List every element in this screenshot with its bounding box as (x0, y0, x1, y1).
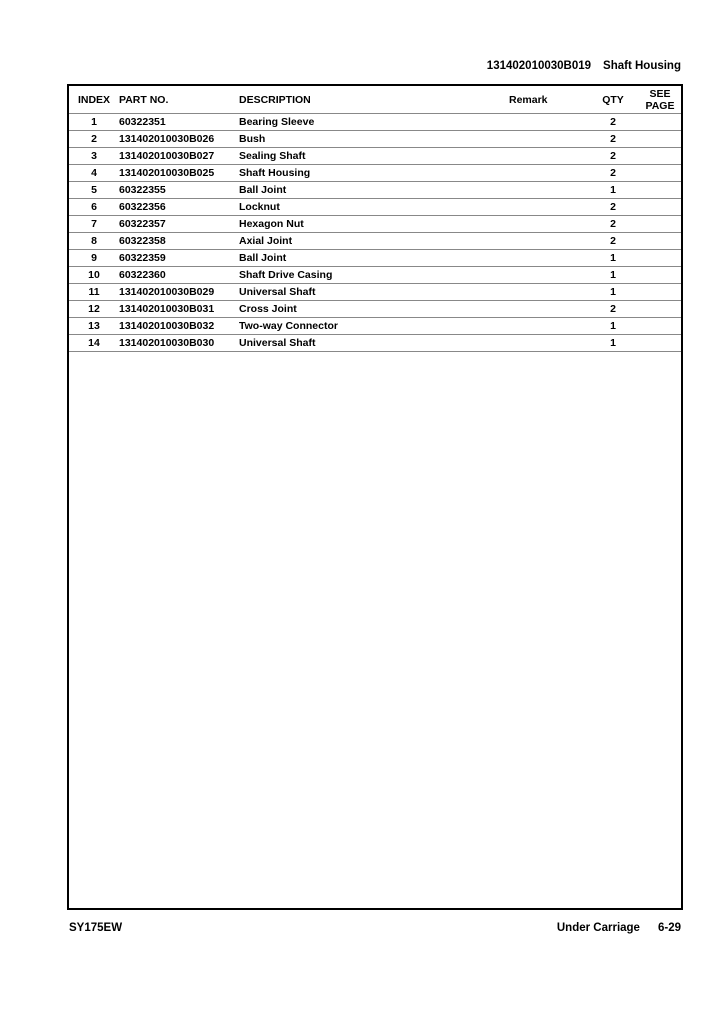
table-header-row (69, 86, 681, 114)
cell-part-no: 60322358 (119, 233, 239, 250)
cell-part-no: 131402010030B031 (119, 301, 239, 318)
cell-qty: 2 (587, 301, 639, 318)
cell-part-no: 60322355 (119, 182, 239, 199)
cell-description: Ball Joint (239, 250, 509, 267)
cell-part-no: 131402010030B029 (119, 284, 239, 301)
cell-part-no: 60322356 (119, 199, 239, 216)
cell-description: Shaft Housing (239, 165, 509, 182)
cell-qty: 2 (587, 114, 639, 131)
table-body (69, 114, 681, 352)
parts-table (69, 86, 681, 352)
cell-qty: 2 (587, 216, 639, 233)
cell-description: Axial Joint (239, 233, 509, 250)
cell-remark (509, 182, 587, 199)
cell-remark (509, 267, 587, 284)
cell-qty: 1 (587, 284, 639, 301)
cell-part-no: 60322360 (119, 267, 239, 284)
column-header-index: INDEX (69, 86, 119, 114)
cell-remark (509, 284, 587, 301)
parts-table-frame (67, 84, 683, 910)
cell-description: Cross Joint (239, 301, 509, 318)
cell-description: Bearing Sleeve (239, 114, 509, 131)
cell-index: 6 (69, 199, 119, 216)
cell-index: 7 (69, 216, 119, 233)
cell-qty: 2 (587, 165, 639, 182)
footer-model: SY175EW (69, 922, 123, 934)
cell-index: 12 (69, 301, 119, 318)
cell-index: 5 (69, 182, 119, 199)
cell-part-no: 131402010030B025 (119, 165, 239, 182)
cell-description: Shaft Drive Casing (239, 267, 509, 284)
table-row (69, 216, 681, 233)
cell-remark (509, 250, 587, 267)
table-row (69, 267, 681, 284)
cell-qty: 2 (587, 199, 639, 216)
table-row (69, 182, 681, 199)
column-header-qty: QTY (587, 86, 639, 114)
cell-index: 11 (69, 284, 119, 301)
table-row (69, 148, 681, 165)
cell-index: 9 (69, 250, 119, 267)
cell-description: Sealing Shaft (239, 148, 509, 165)
cell-remark (509, 335, 587, 352)
footer-page-number: 6-29 (657, 922, 681, 934)
cell-qty: 1 (587, 267, 639, 284)
header-title: Shaft Housing (603, 60, 681, 72)
cell-see-page (639, 301, 681, 318)
cell-see-page (639, 199, 681, 216)
cell-see-page (639, 148, 681, 165)
cell-see-page (639, 318, 681, 335)
page-footer (557, 922, 681, 934)
table-row (69, 165, 681, 182)
footer-section: Under Carriage (556, 922, 640, 934)
cell-index: 1 (69, 114, 119, 131)
cell-remark (509, 131, 587, 148)
cell-index: 13 (69, 318, 119, 335)
cell-remark (509, 199, 587, 216)
table-row (69, 233, 681, 250)
header-part-code: 131402010030B019 (486, 60, 592, 72)
cell-index: 10 (69, 267, 119, 284)
cell-index: 3 (69, 148, 119, 165)
cell-qty: 2 (587, 233, 639, 250)
table-row (69, 250, 681, 267)
cell-see-page (639, 216, 681, 233)
cell-remark (509, 148, 587, 165)
cell-see-page (639, 165, 681, 182)
cell-qty: 1 (587, 250, 639, 267)
table-row (69, 318, 681, 335)
column-header-description: DESCRIPTION (239, 86, 509, 114)
cell-see-page (639, 284, 681, 301)
cell-index: 14 (69, 335, 119, 352)
column-header-part-no: PART NO. (119, 86, 239, 114)
cell-see-page (639, 114, 681, 131)
cell-see-page (639, 233, 681, 250)
cell-remark (509, 165, 587, 182)
table-row (69, 131, 681, 148)
cell-see-page (639, 131, 681, 148)
cell-description: Universal Shaft (239, 335, 509, 352)
cell-index: 8 (69, 233, 119, 250)
cell-remark (509, 233, 587, 250)
cell-see-page (639, 335, 681, 352)
cell-part-no: 131402010030B030 (119, 335, 239, 352)
column-header-remark: Remark (509, 86, 587, 114)
table-row (69, 114, 681, 131)
page-header (487, 60, 681, 72)
cell-part-no: 131402010030B027 (119, 148, 239, 165)
cell-description: Bush (239, 131, 509, 148)
table-row (69, 199, 681, 216)
cell-description: Locknut (239, 199, 509, 216)
cell-see-page (639, 267, 681, 284)
cell-index: 2 (69, 131, 119, 148)
cell-remark (509, 318, 587, 335)
cell-qty: 1 (587, 318, 639, 335)
cell-description: Universal Shaft (239, 284, 509, 301)
cell-part-no: 131402010030B026 (119, 131, 239, 148)
cell-remark (509, 114, 587, 131)
cell-description: Ball Joint (239, 182, 509, 199)
cell-see-page (639, 250, 681, 267)
cell-description: Hexagon Nut (239, 216, 509, 233)
cell-part-no: 60322357 (119, 216, 239, 233)
cell-remark (509, 216, 587, 233)
cell-index: 4 (69, 165, 119, 182)
cell-part-no: 131402010030B032 (119, 318, 239, 335)
see-page-line-1: SEE (649, 87, 671, 100)
cell-description: Two-way Connector (239, 318, 509, 335)
cell-qty: 1 (587, 182, 639, 199)
cell-qty: 1 (587, 335, 639, 352)
cell-part-no: 60322359 (119, 250, 239, 267)
cell-qty: 2 (587, 148, 639, 165)
table-row (69, 301, 681, 318)
table-row (69, 335, 681, 352)
cell-qty: 2 (587, 131, 639, 148)
see-page-line-2: PAGE (645, 99, 675, 112)
table-row (69, 284, 681, 301)
cell-part-no: 60322351 (119, 114, 239, 131)
column-header-see-page (639, 86, 681, 114)
cell-remark (509, 301, 587, 318)
cell-see-page (639, 182, 681, 199)
